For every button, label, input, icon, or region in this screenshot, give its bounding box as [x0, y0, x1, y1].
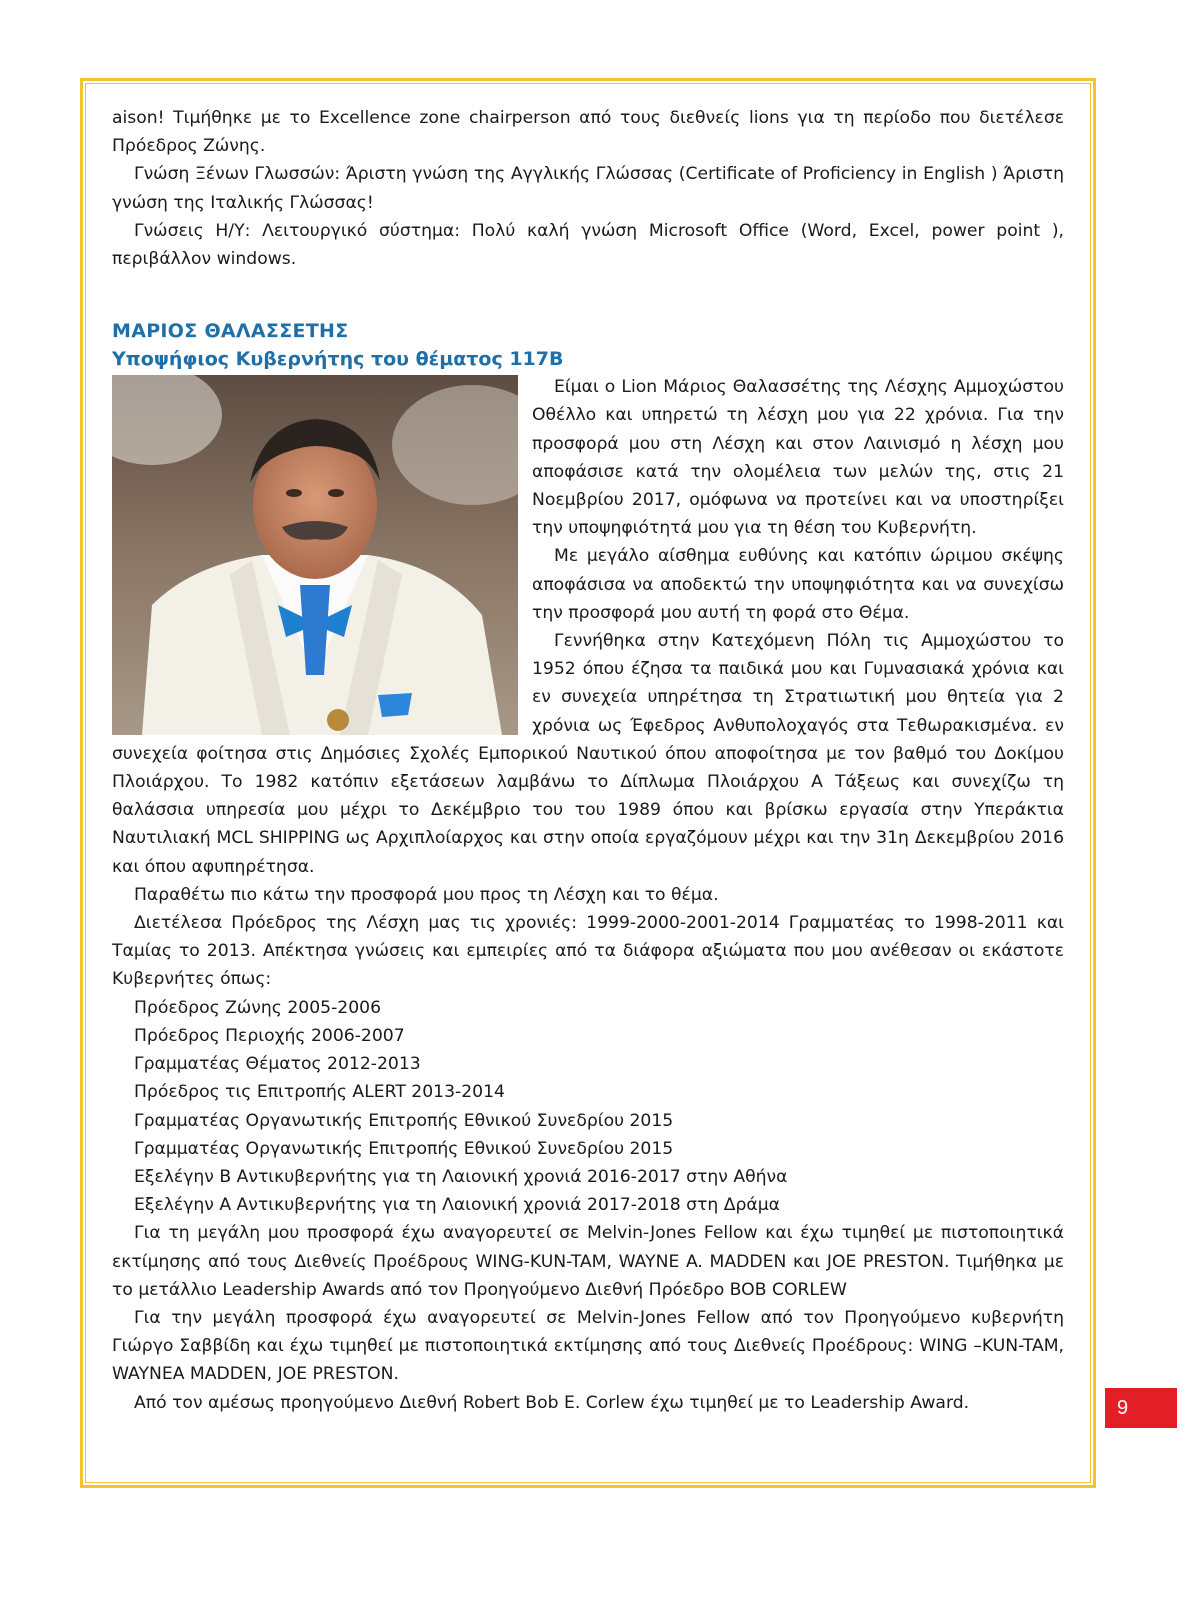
role-item: Εξελέγην Β Αντικυβερνήτης για τη Λαιονική χρονιά 2016-2017 στην Αθήνα [134, 1166, 788, 1187]
role-item: Πρόεδρος Περιοχής 2006-2007 [134, 1025, 405, 1046]
candidate-subtitle: Υποψήφιος Κυβερνήτης του θέματος 117Β [112, 348, 564, 371]
intro-paragraph-2: Γνώση Ξένων Γλωσσών: Άριστη γνώση της Αγγλικής Γλώσσας (Certificate of Proficiency in English ) Άριστη γνώση της Ιταλικής Γλώσσας! [112, 164, 1064, 213]
role-item: Εξελέγην Α Αντικυβερνήτης για τη Λαιονική χρονιά 2017-2018 στη Δράμα [134, 1195, 780, 1216]
role-item: Πρόεδρος Ζώνης 2005-2006 [134, 997, 382, 1018]
intro-paragraph-1: aison! Τιμήθηκε με το Excellence zone chairperson από τους διεθνείς lions για τη περίοδο που διετέλεσε Πρόεδρος Ζώνης. [112, 108, 1064, 157]
role-item: Γραμματέας Θέματος 2012-2013 [134, 1054, 421, 1075]
candidate-photo [112, 375, 518, 735]
candidate-name: ΜΑΡΙΟΣ ΘΑΛΑΣΣΕΤΗΣ [112, 320, 349, 343]
body-paragraph-6: Για τη μεγάλη μου προσφορά έχω αναγορευτεί σε Melvin-Jones Fellow και έχω τιμηθεί με πιστοποιητικά εκτίμησης από τους Διεθνείς Προέδρους WING-KUN-TAM, WAYNE A. MADDEN και JOE PRESTON. Τιμήθηκα με το μετάλλιο Leadership Awards από τον Προηγούμενο Διεθνή Πρόεδρο BOB CORLEW [112, 1223, 1064, 1300]
body-paragraph-2: Με μεγάλο αίσθημα ευθύνης και κατόπιν ώριμου σκέψης αποφάσισα να αποδεκτώ την υποψηφιότητα και να συνεχίσω την προσφορά μου αυτή τη φορά στο Θέμα. [532, 546, 1064, 623]
article-content [112, 104, 1064, 1417]
body-paragraph-4: Παραθέτω πιο κάτω την προσφορά μου προς τη Λέσχη και το θέμα. [134, 884, 719, 905]
role-item: Γραμματέας Οργανωτικής Επιτροπής Εθνικού Συνεδρίου 2015 [134, 1110, 674, 1131]
body-paragraph-1: Είμαι ο Lion Μάριος Θαλασσέτης της Λέσχης Αμμοχώστου Οθέλλο και υπηρετώ τη λέσχη μου για 22 χρόνια. Για την προσφορά μου στη Λέσχη και στον Λαινισμό η λέσχη μου αποφάσισε κατά την ολομέλεια των μελών της, στις 21 Νοεμβρίου 2017, ομόφωνα να προτείνει και να υποστηρίξει την υποψηφιότητά μου για τη θέση του Κυβερνήτη. [532, 377, 1064, 539]
body-paragraph-5: Διετέλεσα Πρόεδρος της Λέσχη μας τις χρονιές: 1999-2000-2001-2014 Γραμματέας το 1998-2011 και Ταμίας το 2013. Απέκτησα γνώσεις και εμπειρίες από τα διάφορα αξιώματα που μου ανέθεσαν οι εκάστοτε Κυβερνήτες όπως: [112, 913, 1064, 990]
portrait-illustration [112, 375, 518, 735]
page-number: 9 [1105, 1388, 1177, 1428]
intro-paragraph-3: Γνώσεις Η/Υ: Λειτουργικό σύστημα: Πολύ καλή γνώση Microsoft Office (Word, Excel, power point ), περιβάλλον windows. [112, 220, 1064, 270]
body-paragraph-3: Γεννήθηκα στην Κατεχόμενη Πόλη τις Αμμοχώστου το 1952 όπου έζησα τα παιδικά μου και Γυμνασιακά χρόνια και εν συνεχεία υπηρέτησα τη Στρατιωτική μου θητεία για 2 χρόνια ως Έφεδρος Ανθυπολοχαγός στα Τεθωρακισμένα. εν συνεχεία φοίτησα στις Δημόσιες Σχολές Εμπορικού Ναυτικού όπου αποφοίτησα με τον βαθμό του Δοκίμου Πλοιάρχου. Το 1982 κατόπιν εξετάσεων λαμβάνω το Δίπλωμα Πλοιάρχου Α Τάξεως και συνεχίζω τη θαλάσσια υπηρεσία μου μέχρι το Δεκέμβριο του του 1989 όπου και βρίσκω εργασία στην Υπεράκτια Ναυτιλιακή MCL SHIPPING ως Αρχιπλοίαρχος και στην οποία εργαζόμουν μέχρι και την 31η Δεκεμβρίου 2016 και όπου αφυπηρέτησα. [112, 631, 1064, 877]
body-paragraph-8: Από τον αμέσως προηγούμενο Διεθνή Robert Bob E. Corlew έχω τιμηθεί με το Leadership Award. [134, 1392, 970, 1413]
role-item: Πρόεδρος τις Επιτροπής ALERT 2013-2014 [134, 1082, 505, 1103]
role-item: Γραμματέας Οργανωτικής Επιτροπής Εθνικού Συνεδρίου 2015 [134, 1138, 674, 1159]
body-paragraph-7: Για την μεγάλη προσφορά έχω αναγορευτεί σε Melvin-Jones Fellow από τον Προηγούμενο κυβερνήτη Γιώργο Σαββίδη και έχω τιμηθεί με πιστοποιητικά εκτίμησης από τους Διεθνείς Προέδρους: WING –KUN-TAM, WAYNEA MADDEN, JOE PRESTON. [112, 1307, 1064, 1385]
section-spacer [112, 273, 1064, 317]
